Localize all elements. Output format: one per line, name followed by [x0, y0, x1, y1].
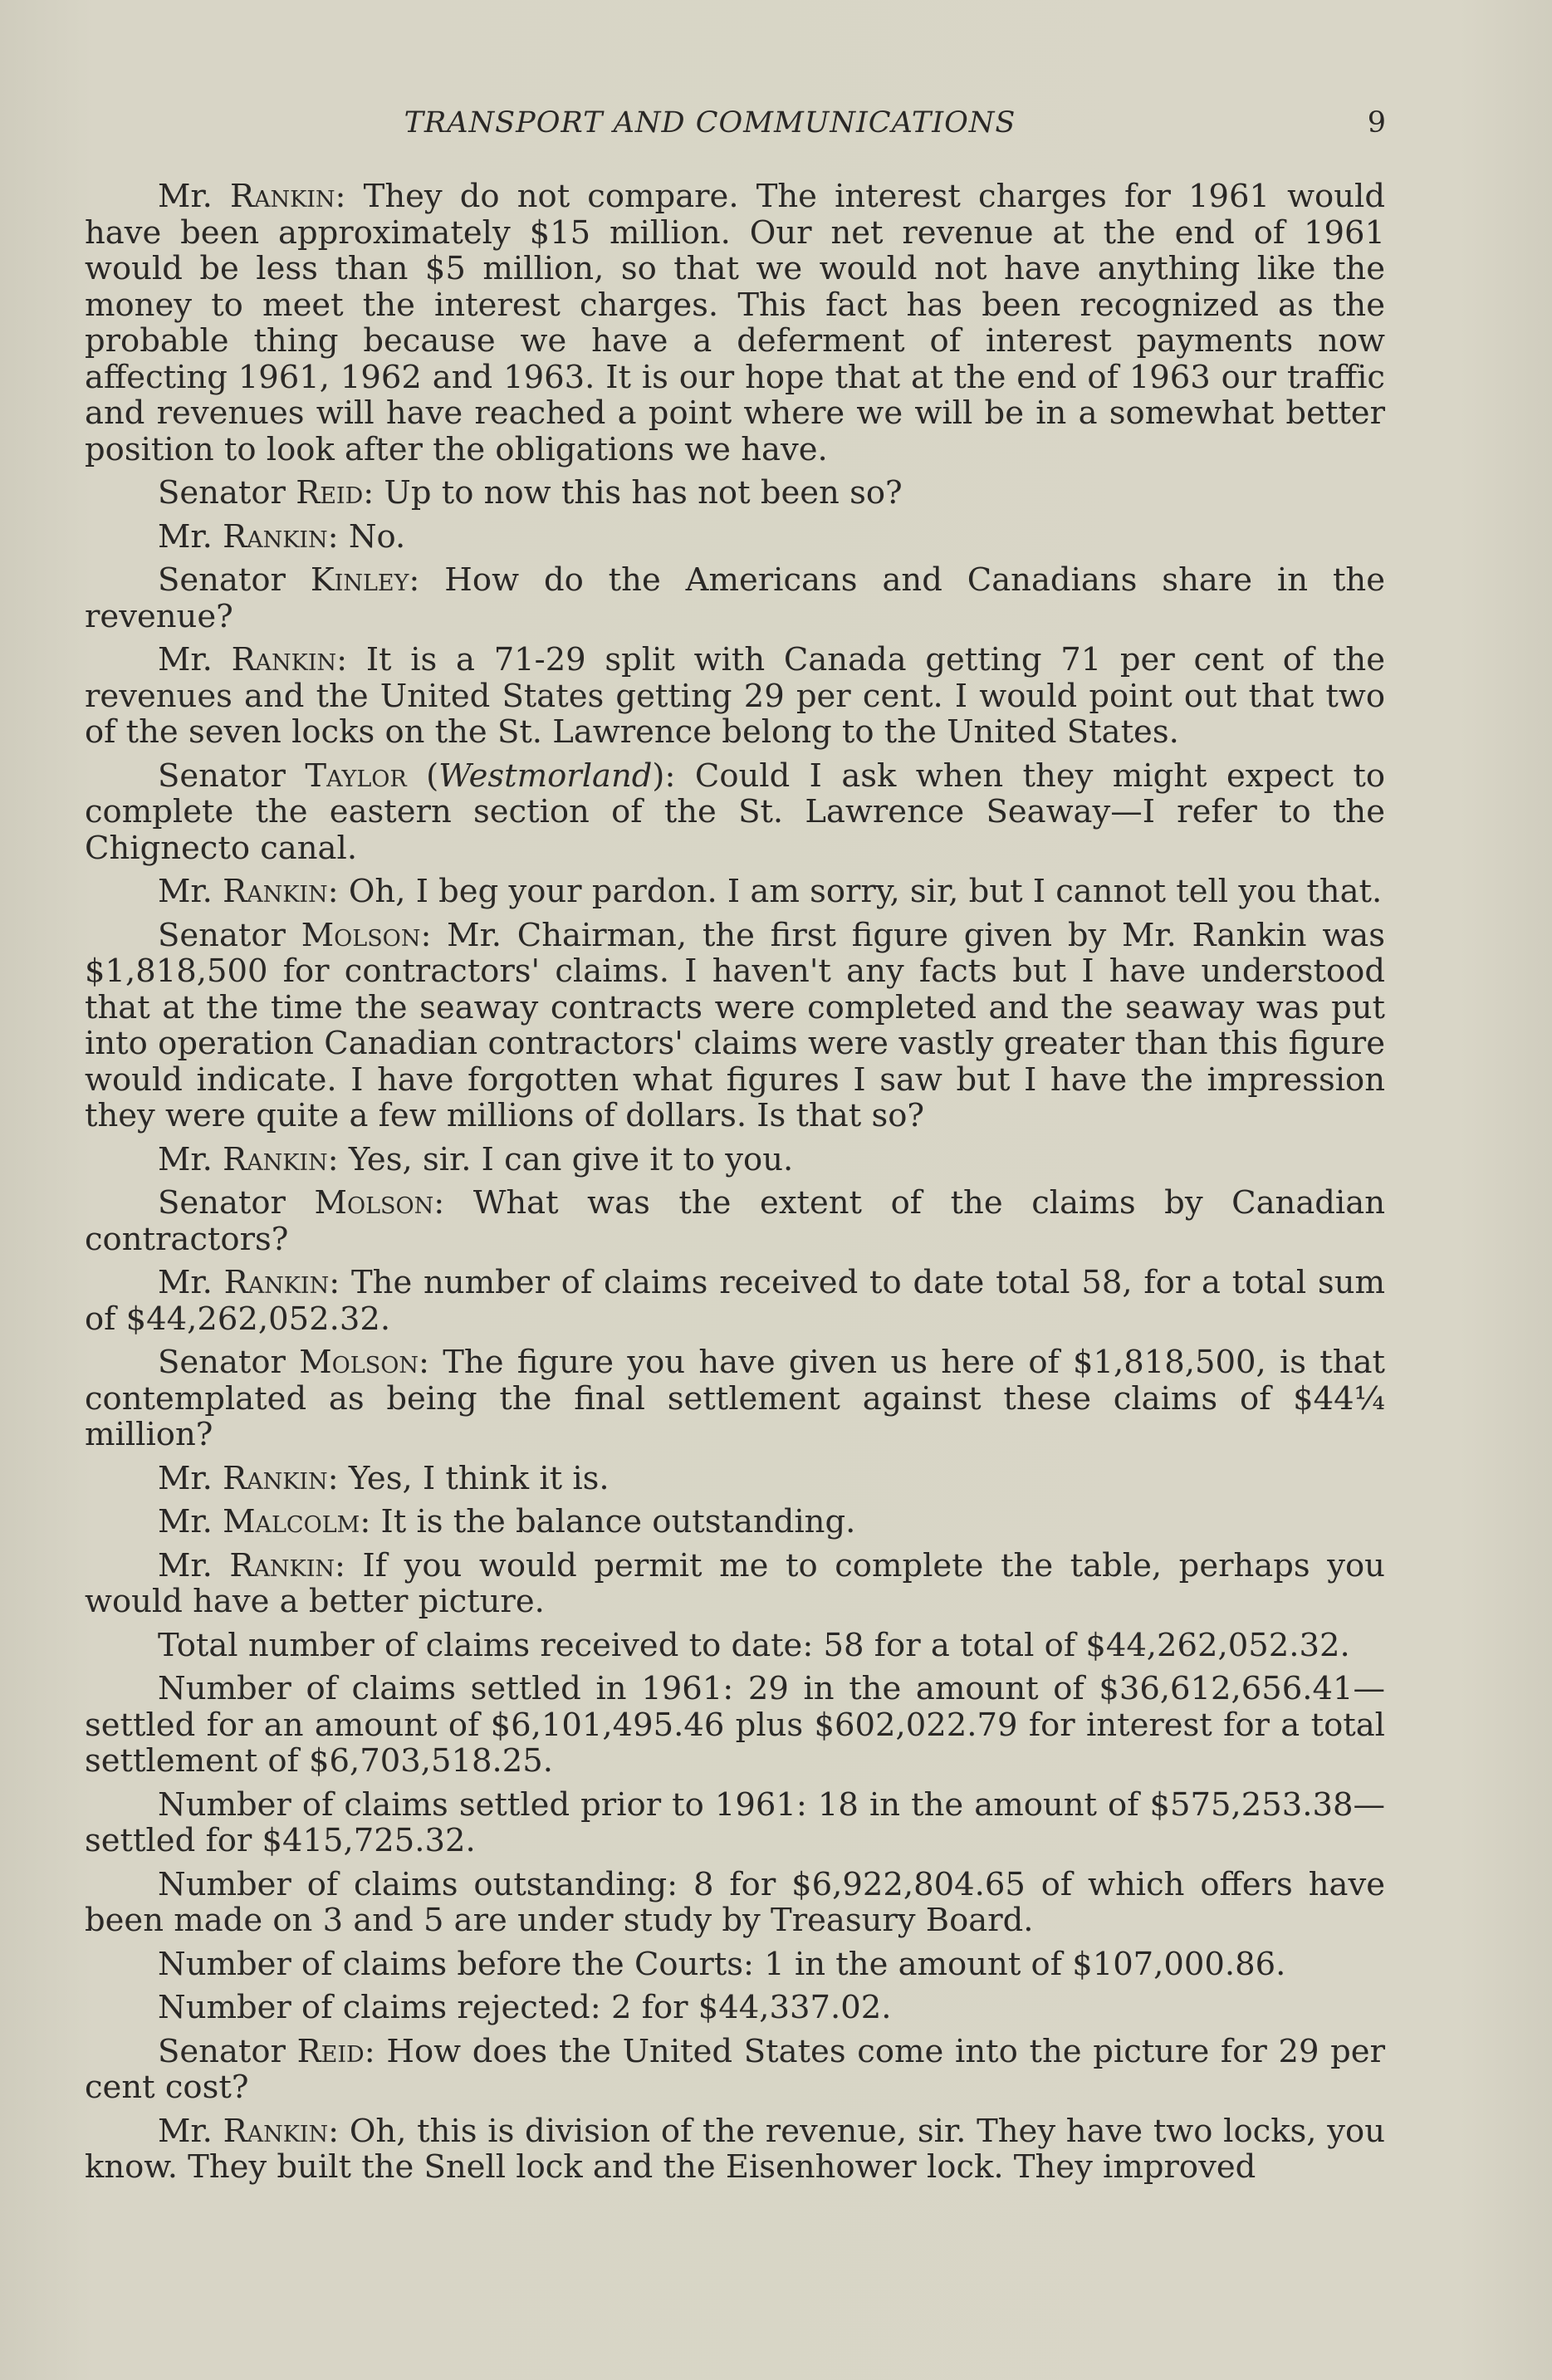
paragraph-text: Number of claims settled prior to 1961: 18 in the amount of $575,253.38—settled for $415,725.32. [85, 1785, 1385, 1859]
paragraph-text: : The figure you have given us here of $1,818,500, is that contemplated as being the final settlement against these claims of $44¼ million? [85, 1344, 1385, 1453]
transcript-paragraph [85, 1867, 1385, 1939]
speaker-name: Taylor [305, 757, 407, 795]
speaker-title: Senator [158, 2032, 297, 2070]
speaker-title: Mr. [158, 517, 223, 556]
speaker-title: Senator [158, 757, 306, 795]
speaker-name: Reid [296, 2032, 365, 2070]
speaker-name: Rankin [223, 873, 328, 910]
transcript-paragraph [85, 1787, 1385, 1859]
page-number: 9 [1367, 106, 1387, 140]
transcript-paragraph [85, 1671, 1385, 1780]
running-header [83, 106, 1387, 148]
transcript-paragraph: Senator Taylor (Westmorland): Could I ask when they might expect to complete the eastern section of the St. Lawrence Seaway—I refer to the Chignecto canal. [85, 757, 1385, 867]
paragraph-text: : The number of claims received to date total 58, for a total sum of $44,262,052.32. [85, 1264, 1385, 1338]
speaker-title: Mr. [158, 178, 230, 215]
speaker-name: Rankin [223, 517, 328, 556]
paragraph-text: : What was the extent of the claims by Canadian contractors? [85, 1184, 1385, 1258]
speaker-title: Senator [158, 1184, 315, 1222]
speaker-qualifier: Westmorland [438, 757, 653, 795]
paragraph-text: Number of claims outstanding: 8 for $6,922,804.65 of which offers have been made on 3 and 5 are under study by Treasury Board. [85, 1865, 1385, 1939]
paragraph-text: Number of claims before the Courts: 1 in the amount of $107,000.86. [158, 1945, 1286, 1983]
speaker-title: Mr. [158, 873, 223, 910]
speaker-name: Molson [301, 916, 421, 954]
header-title: TRANSPORT AND COMMUNICATIONS [404, 106, 1016, 140]
paragraph-text: : Oh, this is division of the revenue, sir. They have two locks, you know. They built the Snell lock and the Eisenhower lock. They improved [85, 2112, 1385, 2186]
transcript-paragraph [85, 642, 1385, 751]
transcript-paragraph [85, 1628, 1385, 1664]
speaker-name: Kinley [310, 561, 409, 599]
speaker-name: Rankin [231, 641, 337, 678]
paragraph-text: : How do the Americans and Canadians share in the revenue? [85, 561, 1386, 635]
speaker-title: Mr. [158, 641, 232, 678]
transcript-paragraph [85, 1504, 1385, 1540]
speaker-title: Senator [158, 916, 301, 954]
speaker-title: Mr. [158, 1503, 223, 1540]
speaker-title: Mr. [158, 1546, 230, 1584]
transcript-paragraph [85, 1265, 1385, 1337]
transcript-paragraph [85, 918, 1385, 1134]
speaker-name: Reid [296, 474, 364, 512]
paragraph-text: : Up to now this has not been so? [363, 474, 903, 512]
speaker-title: Mr. [158, 1140, 223, 1178]
paragraph-text: : Oh, I beg your pardon. I am sorry, sir, but I cannot tell you that. [327, 873, 1383, 910]
paragraph-text: Number of claims rejected: 2 for $44,337.02. [158, 1989, 892, 2026]
paragraph-text: : It is the balance outstanding. [360, 1503, 856, 1540]
speaker-name: Rankin [229, 1546, 335, 1584]
speaker-title: Senator [158, 474, 296, 512]
speaker-name: Molson [299, 1344, 419, 1381]
speaker-title: Mr. [158, 2112, 223, 2150]
transcript-paragraph [85, 1344, 1385, 1453]
speaker-name: Rankin [223, 1459, 328, 1497]
transcript-body [85, 179, 1385, 2193]
transcript-paragraph [85, 1990, 1385, 2026]
transcript-paragraph [85, 1548, 1385, 1620]
speaker-name: Rankin [223, 1140, 328, 1178]
transcript-paragraph [85, 2034, 1385, 2106]
speaker-name: Rankin [223, 2112, 329, 2150]
transcript-paragraph [85, 562, 1385, 634]
speaker-name: Molson [314, 1184, 434, 1222]
paragraph-text: : If you would permit me to complete the table, perhaps you would have a better picture. [85, 1546, 1385, 1620]
transcript-paragraph [85, 1947, 1385, 1983]
paragraph-text: : How does the United States come into the picture for 29 per cent cost? [85, 2032, 1385, 2106]
speaker-name: Rankin [229, 178, 335, 215]
speaker-title: Senator [158, 561, 311, 599]
paragraph-text: : Could I ask when they might expect to complete the eastern section of the St. Lawrence Seaway—I refer to the Chignecto canal. [85, 757, 1385, 867]
transcript-paragraph [85, 475, 1385, 512]
transcript-paragraph [85, 1142, 1385, 1178]
paragraph-text: : Yes, I think it is. [327, 1459, 610, 1497]
transcript-paragraph [85, 874, 1385, 910]
speaker-name: Rankin [223, 1264, 330, 1301]
transcript-paragraph [85, 179, 1385, 468]
transcript-paragraph [85, 1185, 1385, 1257]
paragraph-text: : No. [327, 517, 406, 556]
speaker-title: Senator [158, 1344, 300, 1381]
transcript-paragraph [85, 1461, 1385, 1497]
transcript-paragraph [85, 519, 1385, 556]
paragraph-text: : Yes, sir. I can give it to you. [327, 1140, 794, 1178]
speaker-title: Mr. [158, 1264, 224, 1301]
paragraph-text: : Mr. Chairman, the first figure given by Mr. Rankin was $1,818,500 for contractors' claims. I haven't any facts but I have understood that at the time the seaway contracts were completed and the seaway was put into operation Canadian contractors' claims were vastly greater than this figure would indicate. I have forgotten what figures I saw but I have the impression they were quite a few millions of dollars. Is that so? [85, 916, 1385, 1134]
paragraph-text: Number of claims settled in 1961: 29 in the amount of $36,612,656.41—settled for an amount of $6,101,495.46 plus $602,022.79 for interest for a total settlement of $6,703,518.25. [85, 1670, 1385, 1780]
speaker-title: Mr. [158, 1459, 223, 1497]
paragraph-text: : It is a 71-29 split with Canada getting 71 per cent of the revenues and the United States getting 29 per cent. I would point out that two of the seven locks on the St. Lawrence belong to the United States. [85, 641, 1385, 751]
speaker-name: Malcolm [223, 1503, 360, 1540]
paragraph-text: : They do not compare. The interest charges for 1961 would have been approximately $15 million. Our net revenue at the end of 1961 would be less than $5 million, so that we would not have anything like the money to meet the interest charges. This fact has been recognized as the probable thing because we have a deferment of interest payments now affecting 1961, 1962 and 1963. It is our hope that at the end of 1963 our traffic and revenues will have reached a point where we will be in a somewhat better position to look after the obligations we have. [85, 178, 1385, 468]
transcript-paragraph [85, 2113, 1385, 2186]
paragraph-text: Total number of claims received to date: 58 for a total of $44,262,052.32. [158, 1626, 1350, 1664]
